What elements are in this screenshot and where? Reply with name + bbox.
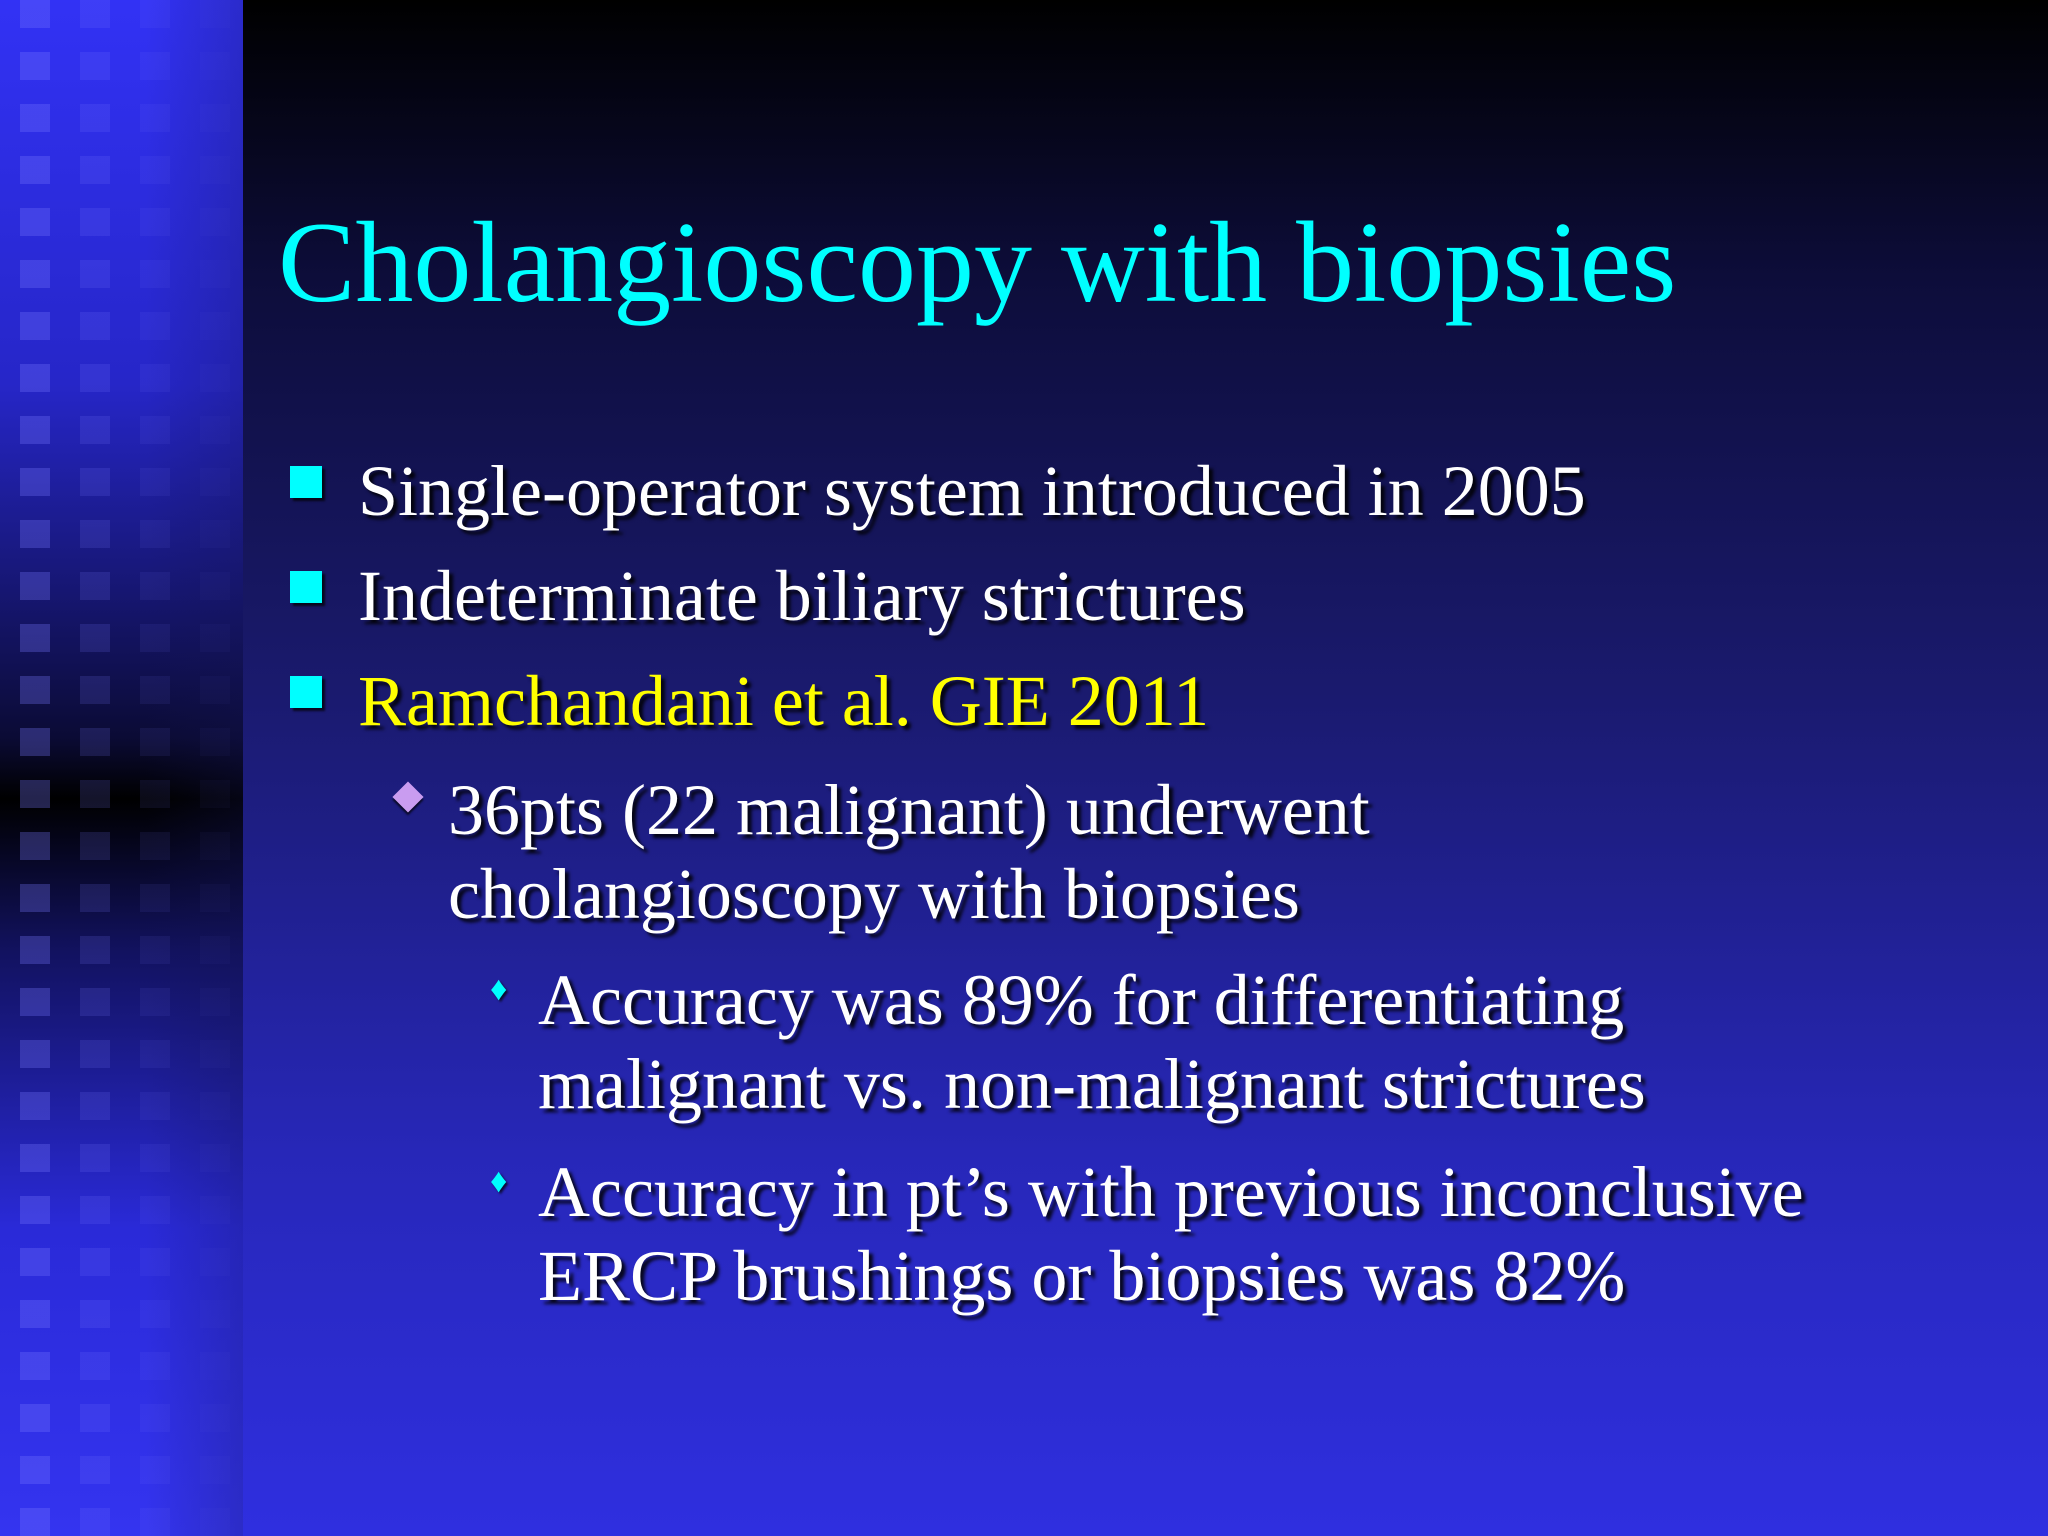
square-bullet-icon xyxy=(290,676,322,708)
slide-title: Cholangioscopy with biopsies xyxy=(278,199,1677,327)
bullet-item-citation: Ramchandani et al. GIE 2011 xyxy=(358,661,1210,741)
sub-bullet-line: 36pts (22 malignant) underwent xyxy=(448,770,1370,850)
square-bullet-icon xyxy=(290,466,322,498)
sub-sub-bullet-line: malignant vs. non-malignant strictures xyxy=(538,1044,1646,1124)
sub-sub-bullet-line: ERCP brushings or biopsies was 82% xyxy=(538,1236,1626,1316)
diamond-bullet-icon xyxy=(392,781,423,812)
sub-bullet-line: cholangioscopy with biopsies xyxy=(448,854,1300,934)
small-diamond-bullet-icon: ♦ xyxy=(490,1163,508,1200)
sub-sub-bullet-line: Accuracy was 89% for differentiating xyxy=(538,960,1625,1040)
small-diamond-bullet-icon: ♦ xyxy=(490,971,508,1008)
sub-sub-bullet-line: Accuracy in pt’s with previous inconclusive xyxy=(538,1152,1804,1232)
bullet-item: Single-operator system introduced in 2005 xyxy=(358,451,1586,531)
square-bullet-icon xyxy=(290,571,322,603)
bullet-item: Indeterminate biliary strictures xyxy=(358,556,1246,636)
